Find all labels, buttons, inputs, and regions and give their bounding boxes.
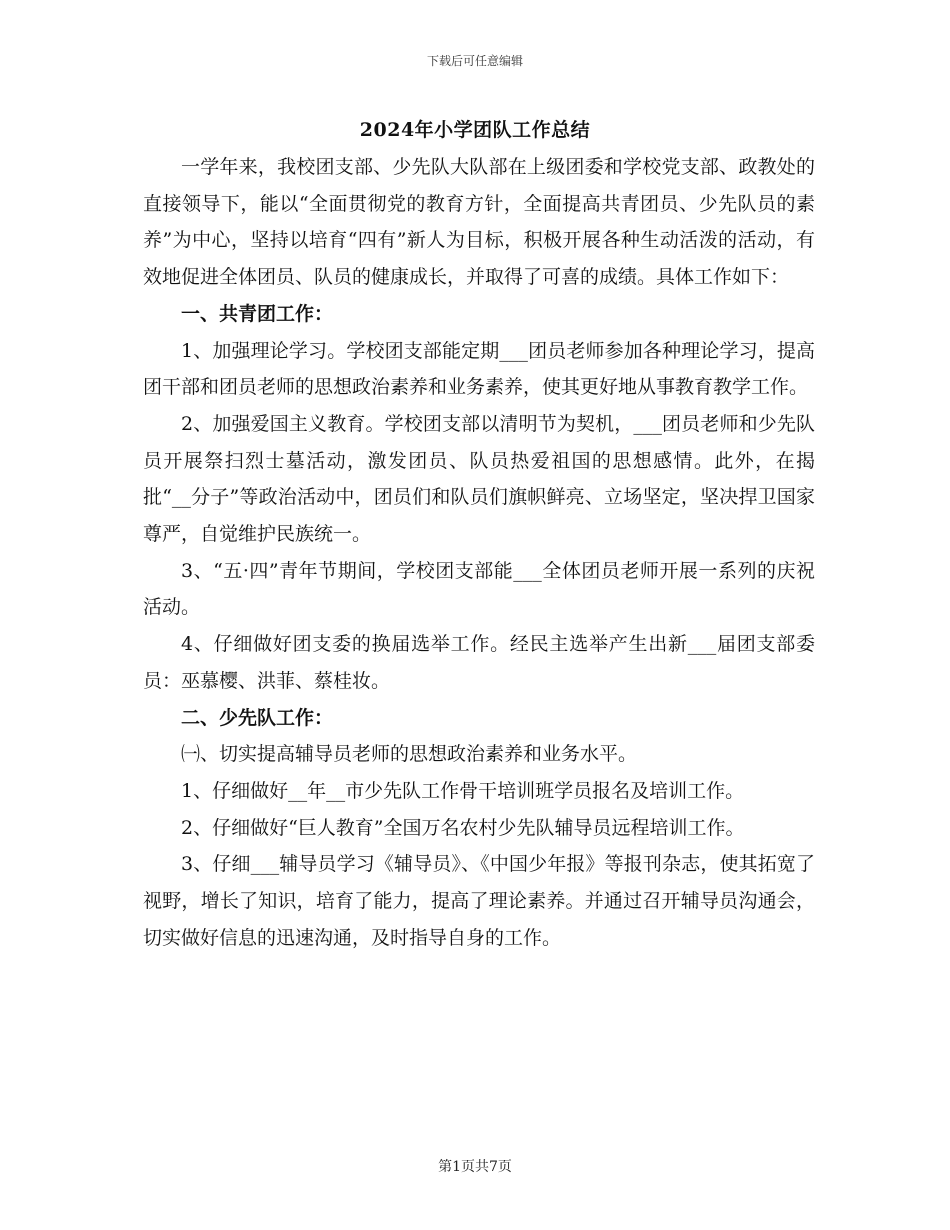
document-title: 2024年小学团队工作总结	[359, 119, 591, 141]
page-number-footer: 第1页共7页	[438, 1159, 512, 1175]
section-heading-youth-league: 一、共青团工作：	[181, 302, 334, 325]
young-pioneers-subheading: ㈠、切实提高辅导员老师的思想政治素养和业务水平。	[181, 743, 638, 766]
young-pioneers-item-1: 1、仔细做好__年__市少先队工作骨干培训班学员报名及培训工作。	[181, 779, 745, 802]
youth-league-item-1: 1、加强理论学习。学校团支部能定期___团员老师参加各种理论学习，提高团干部和团员老师的思想政治素养和业务素养，使其更好地从事教育教学工作。	[143, 339, 815, 399]
young-pioneers-item-3: 3、仔细___辅导员学习《辅导员》、《中国少年报》等报刊杂志，使其拓宽了视野，增长了知识，培育了能力，提高了理论素养。并通过召开辅导员沟通会，切实做好信息的迅速沟通，及时指导自身的工作。	[143, 853, 815, 949]
youth-league-item-4: 4、仔细做好团支委的换届选举工作。经民主选举产生出新___届团支部委员：巫慕樱、洪菲、蔡桂妆。	[143, 633, 815, 692]
document-body	[143, 149, 815, 956]
section-heading-young-pioneers: 二、少先队工作：	[181, 706, 334, 729]
intro-paragraph: 一学年来，我校团支部、少先队大队部在上级团委和学校党支部、政教处的直接领导下，能以“全面贯彻党的教育方针，全面提高共青团员、少先队员的素养”为中心，坚持以培育“四有”新人为目标，积极开展各种生动活泼的活动，有效地促进全体团员、队员的健康成长，并取得了可喜的成绩。具体工作如下：	[143, 156, 815, 289]
youth-league-item-2: 2、加强爱国主义教育。学校团支部以清明节为契机，___团员老师和少先队员开展祭扫烈士墓活动，激发团员、队员热爱祖国的思想感情。此外，在揭批“__分子”等政治活动中，团员们和队员们旗帜鲜亮、立场坚定，坚决捍卫国家尊严，自觉维护民族统一。	[143, 412, 815, 546]
youth-league-item-3: 3、“五·四”青年节期间，学校团支部能___全体团员老师开展一系列的庆祝活动。	[143, 559, 815, 619]
young-pioneers-item-2: 2、仔细做好“巨人教育”全国万名农村少先队辅导员远程培训工作。	[181, 816, 745, 839]
header-note: 下载后可任意编辑	[426, 54, 523, 68]
